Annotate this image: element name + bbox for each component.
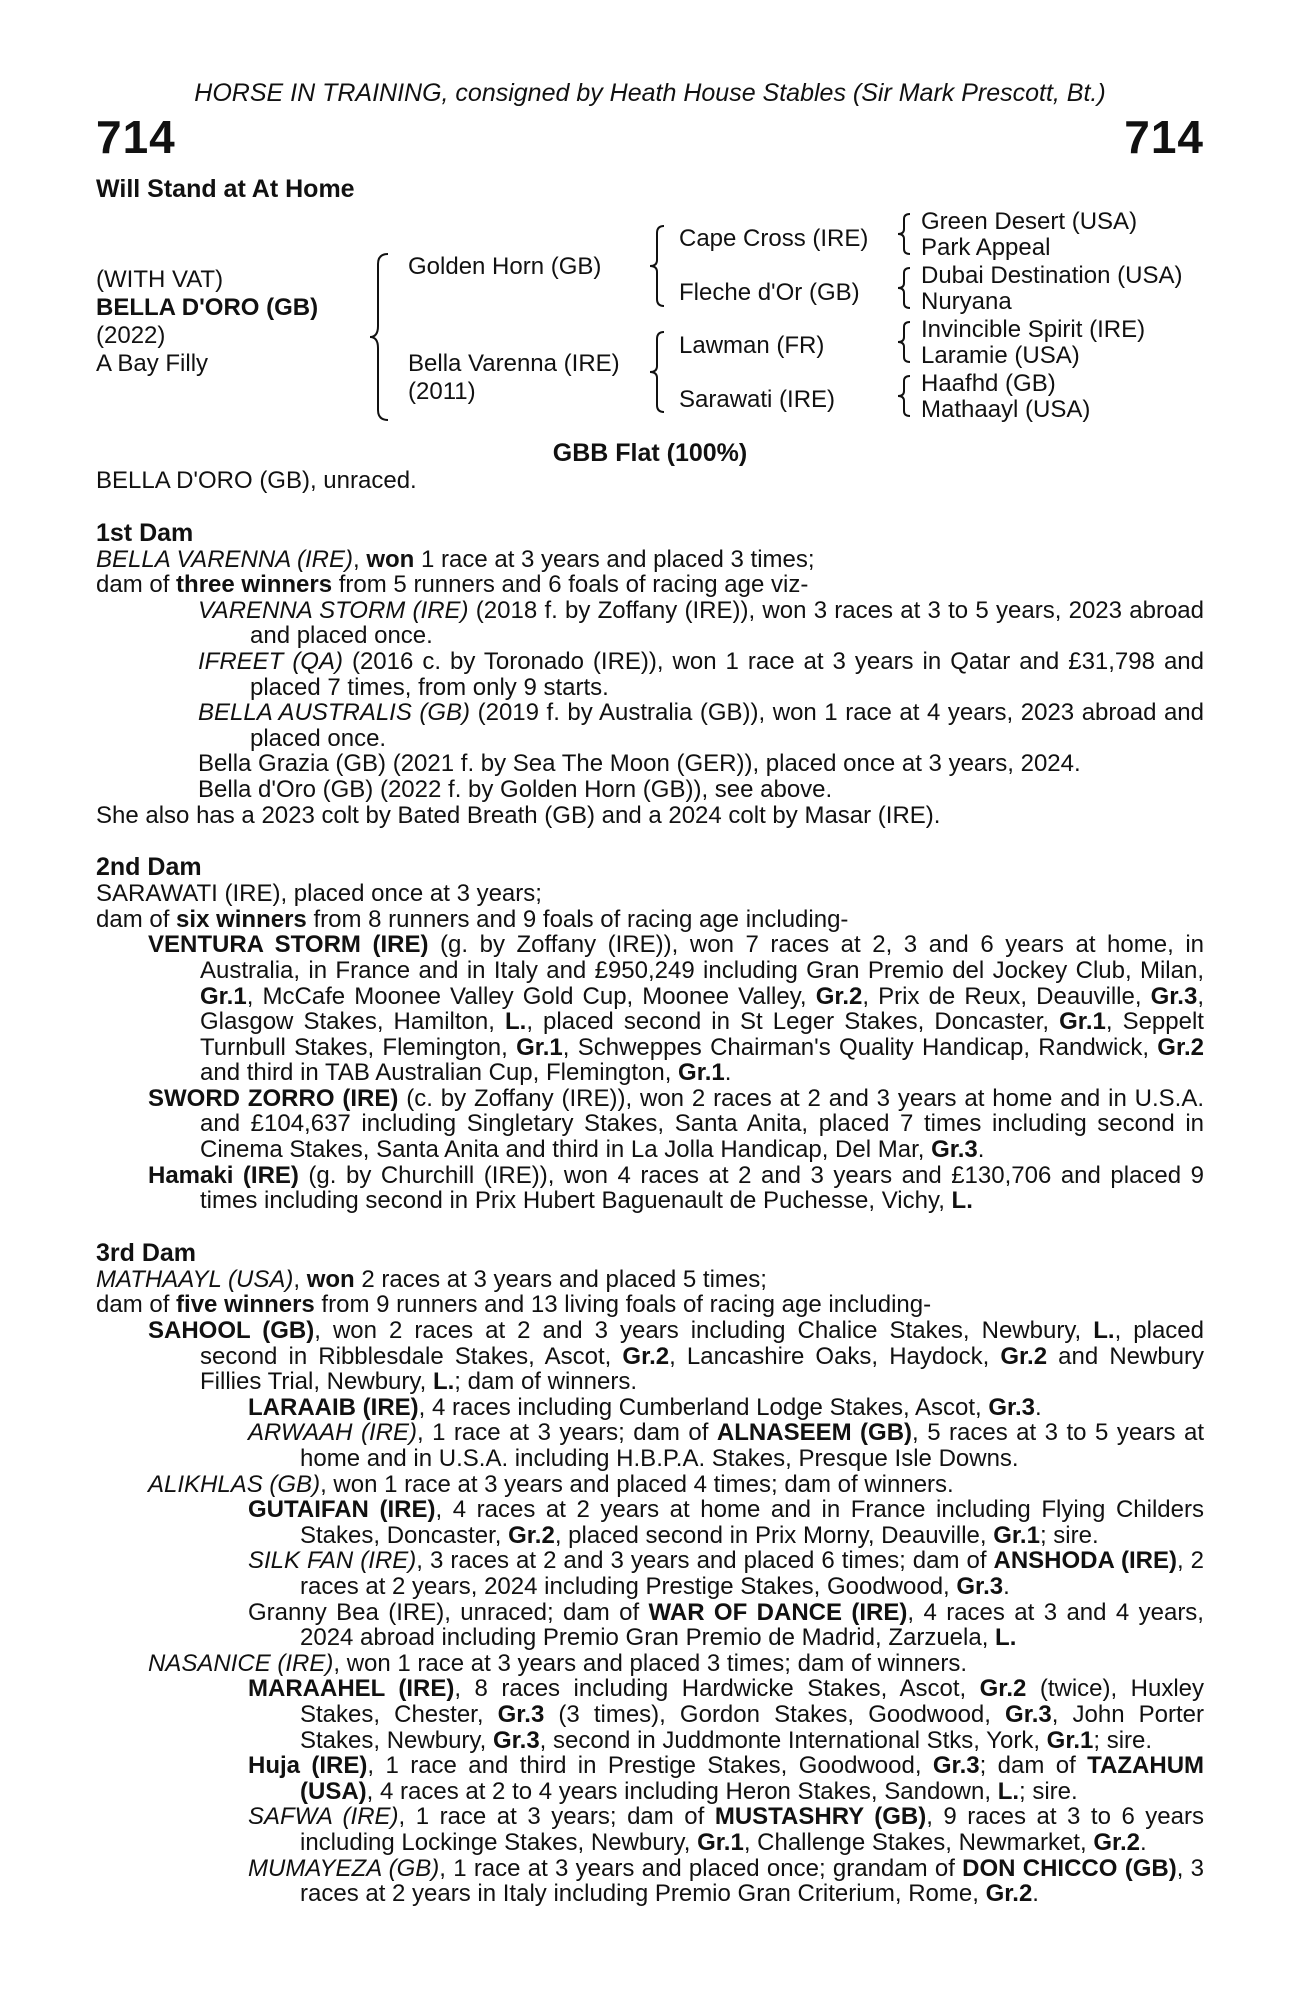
- produce-ifreet: IFREET (QA) (2016 c. by Toronado (IRE)), won 1 race at 3 years in Qatar and £31,798 and placed 7 times, from only 9 starts.: [198, 647, 1204, 701]
- produce-bella-grazia: Bella Grazia (GB) (2021 f. by Sea The Moon (GER)), placed once at 3 years, 2024.: [198, 750, 1081, 778]
- produce-arwaah: ARWAAH (IRE), 1 race at 3 years; dam of ALNASEEM (GB), 5 races at 3 to 5 years at home and in U.S.A. including H.B.P.A. Stakes, Presque Isle Downs.: [248, 1419, 1205, 1472]
- gen4-6: Laramie (USA): [921, 342, 1080, 369]
- consignment-line: HORSE IN TRAINING, consigned by Heath House Stables (Sir Mark Prescott, Bt.): [194, 79, 1106, 107]
- lot-number-right: 714: [1124, 111, 1204, 163]
- produce-alikhlas: ALIKHLAS (GB), won 1 race at 3 years and placed 4 times; dam of winners.: [148, 1470, 954, 1498]
- brace-g3-2: [896, 266, 914, 310]
- stand-location: Will Stand at At Home: [96, 175, 355, 203]
- gen4-7: Haafhd (GB): [921, 370, 1056, 397]
- brace-dam: [648, 330, 668, 414]
- sire-dam: Fleche d'Or (GB): [679, 279, 860, 306]
- produce-hamaki: Hamaki (IRE) (g. by Churchill (IRE)), won 4 races at 2 and 3 years and £130,706 and placed 9 times including second in Prix Hubert Baguenault de Puchesse, Vichy, L.: [148, 1161, 1204, 1215]
- gbb-rating: GBB Flat (100%): [552, 439, 748, 467]
- horse-description: A Bay Filly: [96, 350, 209, 377]
- first-dam-line2: dam of three winners from 5 runners and 6 foals of racing age viz-: [96, 571, 809, 599]
- produce-sword-zorro: SWORD ZORRO (IRE) (c. by Zoffany (IRE)), won 2 races at 2 and 3 years at home and in U.S.A. and £104,637 including Singletary Stakes, Santa Anita, placed 7 times including second in Cinema Stakes, Santa Anita and third in La Jolla Handicap, Del Mar, Gr.3.: [148, 1084, 1205, 1164]
- vat-note: (WITH VAT): [96, 266, 224, 293]
- produce-bella-doro: Bella d'Oro (GB) (2022 f. by Golden Horn (GB)), see above.: [198, 775, 833, 803]
- produce-laraaib: LARAAIB (IRE), 4 races including Cumberland Lodge Stakes, Ascot, Gr.3.: [248, 1393, 1042, 1421]
- produce-bella-australis: BELLA AUSTRALIS (GB) (2019 f. by Australia (GB)), won 1 race at 4 years, 2023 abroad and placed once.: [198, 699, 1205, 752]
- produce-nasanice: NASANICE (IRE), won 1 race at 3 years and placed 3 times; dam of winners.: [148, 1649, 968, 1677]
- brace-g3-4: [896, 374, 914, 418]
- first-dam-closing: She also has a 2023 colt by Bated Breath (GB) and a 2024 colt by Masar (IRE).: [96, 801, 941, 829]
- catalogue-body: [96, 468, 1204, 1907]
- sire-sire: Cape Cross (IRE): [679, 225, 869, 252]
- second-dam-line2: dam of six winners from 8 runners and 9 foals of racing age including-: [96, 905, 849, 933]
- gen4-4: Nuryana: [921, 288, 1012, 315]
- produce-varenna-storm: VARENNA STORM (IRE) (2018 f. by Zoffany (IRE)), won 3 races at 3 to 5 years, 2023 abroad and placed once.: [198, 596, 1204, 650]
- produce-ventura-storm: VENTURA STORM (IRE) (g. by Zoffany (IRE)), won 7 races at 2, 3 and 6 years at home, in Australia, in France and in Italy and £950,249 including Gran Premio del Jockey Club, Milan, Gr.1, McCafe Moonee Valley Gold Cup, Moonee Valley, Gr.2, Prix de Reux, Deauville, Gr.3, Glasgow Stakes, Hamilton, L., placed second in St Leger Stakes, Doncaster, Gr.1, Seppelt Turnbull Stakes, Flemington, Gr.1, Schweppes Chairman's Quality Handicap, Randwick, Gr.2 and third in TAB Australian Cup, Flemington, Gr.1.: [148, 931, 1205, 1087]
- produce-granny-bea: Granny Bea (IRE), unraced; dam of WAR OF DANCE (IRE), 4 races at 3 and 4 years, 2024 abroad including Premio Gran Premio de Madrid, Zarzuela, L.: [248, 1598, 1204, 1652]
- third-dam-line1: MATHAAYL (USA), won 2 races at 3 years and placed 5 times;: [96, 1265, 767, 1293]
- produce-sahool: SAHOOL (GB), won 2 races at 2 and 3 years including Chalice Stakes, Newbury, L., placed second in Ribblesdale Stakes, Ascot, Gr.2, Lancashire Oaks, Haydock, Gr.2 and Newbury Fillies Trial, Newbury, L.; dam of winners.: [148, 1317, 1205, 1396]
- gen4-3: Dubai Destination (USA): [921, 262, 1183, 289]
- produce-safwa: SAFWA (IRE), 1 race at 3 years; dam of MUSTASHRY (GB), 9 races at 3 to 6 years including Lockinge Stakes, Newbury, Gr.1, Challenge Stakes, Newmarket, Gr.2.: [248, 1803, 1204, 1856]
- brace-g3-3: [896, 320, 914, 364]
- produce-mumayeza: MUMAYEZA (GB), 1 race at 3 years and placed once; grandam of DON CHICCO (GB), 3 races at 2 years in Italy including Premio Gran Criterium, Rome, Gr.2.: [248, 1854, 1204, 1908]
- gen4-8: Mathaayl (USA): [921, 396, 1091, 423]
- lot-row: [96, 108, 1204, 166]
- second-dam-title: 2nd Dam: [96, 853, 202, 882]
- first-dam-line1: BELLA VARENNA (IRE), won 1 race at 3 years and placed 3 times;: [96, 545, 815, 573]
- sire-name: Golden Horn (GB): [408, 253, 602, 280]
- horse-year: (2022): [96, 322, 166, 349]
- brace-sire: [648, 224, 668, 308]
- produce-silk-fan: SILK FAN (IRE), 3 races at 2 and 3 years and placed 6 times; dam of ANSHODA (IRE), 2 races at 2 years, 2024 including Prestige Stakes, Goodwood, Gr.3.: [248, 1547, 1205, 1600]
- first-dam-title: 1st Dam: [96, 518, 194, 547]
- dam-sire: Lawman (FR): [679, 332, 825, 359]
- produce-maraahel: MARAAHEL (IRE), 8 races including Hardwicke Stakes, Ascot, Gr.2 (twice), Huxley Stakes, Chester, Gr.3 (3 times), Gordon Stakes, Goodwood, Gr.3, John Porter Stakes, Newbury, Gr.3, second in Juddmonte International Stks, York, Gr.1; sire.: [248, 1675, 1205, 1754]
- gen4-2: Park Appeal: [921, 234, 1051, 261]
- gen4-1: Green Desert (USA): [921, 208, 1138, 235]
- produce-huja: Huja (IRE), 1 race and third in Prestige Stakes, Goodwood, Gr.3; dam of TAZAHUM (USA), 4 races at 2 to 4 years including Heron Stakes, Sandown, L.; sire.: [248, 1752, 1205, 1805]
- lot-number-left: 714: [96, 111, 176, 163]
- dam-name: Bella Varenna (IRE): [408, 350, 620, 377]
- third-dam-title: 3rd Dam: [96, 1238, 197, 1267]
- produce-gutaifan: GUTAIFAN (IRE), 4 races at 2 years at home and in France including Flying Childers Stakes, Doncaster, Gr.2, placed second in Prix Morny, Deauville, Gr.1; sire.: [248, 1496, 1204, 1549]
- dam-year: (2011): [408, 378, 476, 405]
- third-dam-line2: dam of five winners from 9 runners and 13 living foals of racing age including-: [96, 1291, 932, 1319]
- horse-name: BELLA D'ORO (GB): [96, 294, 319, 321]
- gen4-5: Invincible Spirit (IRE): [921, 316, 1146, 343]
- second-dam-line1: SARAWATI (IRE), placed once at 3 years;: [96, 880, 542, 908]
- brace-gen1: [368, 252, 394, 422]
- catalogue-page: [96, 78, 1204, 1907]
- pedigree-tree: [96, 206, 1204, 436]
- brace-g3-1: [896, 212, 914, 256]
- dam-dam: Sarawati (IRE): [679, 386, 836, 413]
- horse-summary: BELLA D'ORO (GB), unraced.: [96, 467, 417, 494]
